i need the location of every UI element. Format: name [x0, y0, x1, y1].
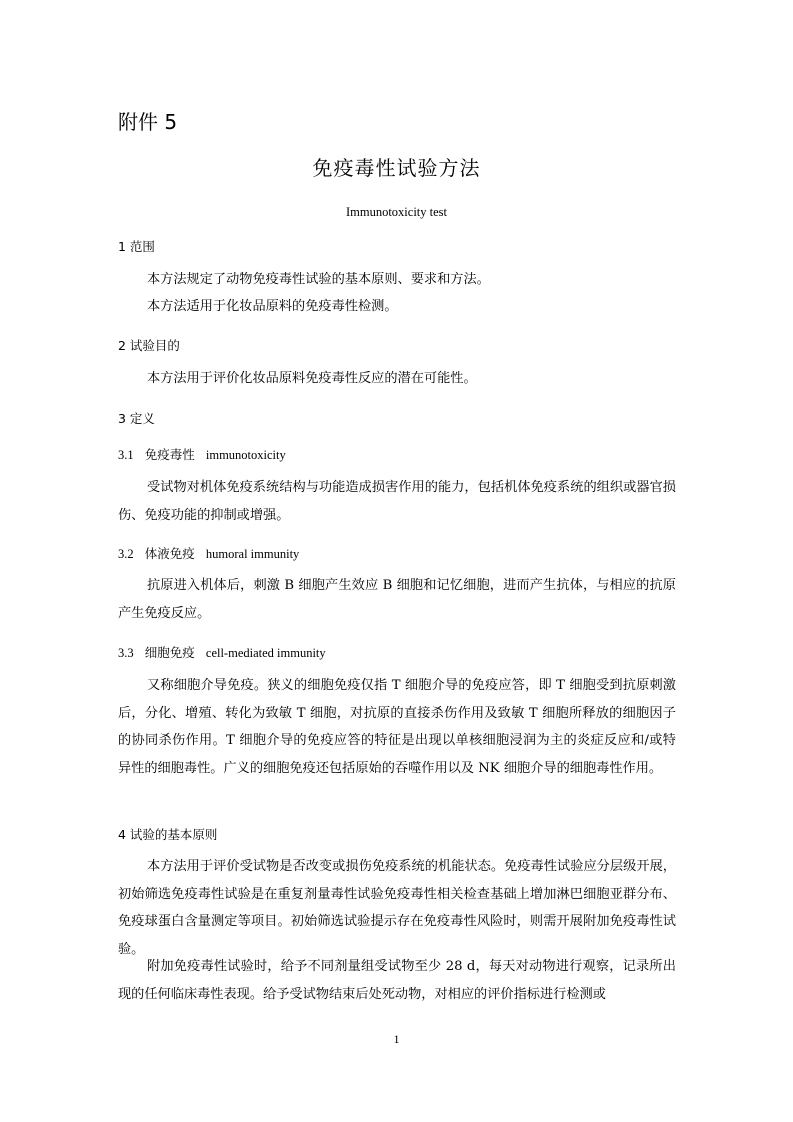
subsection-3-3-number: 3.3 — [118, 646, 134, 660]
subsection-3-1-number: 3.1 — [118, 448, 134, 462]
subsection-3-3-term-zh: 细胞免疫 — [144, 645, 195, 660]
document-subtitle: Immunotoxicity test — [345, 205, 448, 219]
subsection-3-1-term-zh: 免疫毒性 — [144, 447, 195, 462]
page-number: 1 — [393, 1032, 400, 1046]
subsection-3-2-term-en: humoral immunity — [205, 547, 300, 561]
annex-label: 附件 5 — [118, 110, 178, 134]
document-title: 免疫毒性试验方法 — [312, 156, 481, 180]
section-1-paragraph-1: 本方法规定了动物免疫毒性试验的基本原则、要求和方法。 — [147, 272, 490, 287]
subsection-3-1-paragraph: 受试物对机体免疫系统结构与功能造成损害作用的能力，包括机体免疫系统的组织或器官损伤、免疫功能的抑制或增强。 — [118, 480, 676, 523]
section-4-paragraph-1: 本方法用于评价受试物是否改变或损伤免疫系统的机能状态。免疫毒性试验应分层级开展，初始筛选免疫毒性试验是在重复剂量毒性试验免疫毒性相关检查基础上增加淋巴细胞亚群分布、免疫球蛋白含量测定等项目。初始筛选试验提示存在免疫毒性风险时，则需开展附加免疫毒性试验。 — [118, 859, 676, 957]
subsection-3-2-paragraph: 抗原进入机体后，刺激 B 细胞产生效应 B 细胞和记忆细胞，进而产生抗体，与相应的抗原产生免疫反应。 — [118, 578, 676, 621]
subsection-3-1-heading — [118, 445, 286, 463]
subsection-3-3-paragraph: 又称细胞介导免疫。狭义的细胞免疫仅指 T 细胞介导的免疫应答，即 T 细胞受到抗原刺激后，分化、增殖、转化为致敏 T 细胞，对抗原的直接杀伤作用及致敏 T 细胞所释放的细胞因子的协同杀伤作用。T 细胞介导的免疫应答的特征是出现以单核细胞浸润为主的炎症反应和/或特异性的细胞毒性。广义的细胞免疫还包括原始的吞噬作用以及 NK 细胞介导的细胞毒性作用。 — [118, 678, 676, 776]
subsection-3-3-heading — [118, 643, 326, 661]
section-2-heading: 2 试验目的 — [118, 338, 180, 353]
section-4-heading: 4 试验的基本原则 — [118, 827, 218, 842]
section-2-paragraph-1: 本方法用于评价化妆品原料免疫毒性反应的潜在可能性。 — [147, 371, 477, 386]
subsection-3-2-term-zh: 体液免疫 — [144, 546, 195, 561]
section-4-paragraph-2: 附加免疫毒性试验时，给予不同剂量组受试物至少 28 d，每天对动物进行观察，记录所出现的任何临床毒性表现。给予受试物结束后处死动物，对相应的评价指标进行检测或 — [118, 959, 676, 1002]
section-1-heading: 1 范围 — [118, 239, 155, 254]
subsection-3-1-term-en: immunotoxicity — [205, 448, 286, 462]
subsection-3-3-term-en: cell-mediated immunity — [205, 646, 326, 660]
section-3-heading: 3 定义 — [118, 411, 155, 426]
subsection-3-2-number: 3.2 — [118, 547, 134, 561]
section-1-paragraph-2: 本方法适用于化妆品原料的免疫毒性检测。 — [147, 299, 398, 314]
subsection-3-2-heading — [118, 544, 299, 562]
